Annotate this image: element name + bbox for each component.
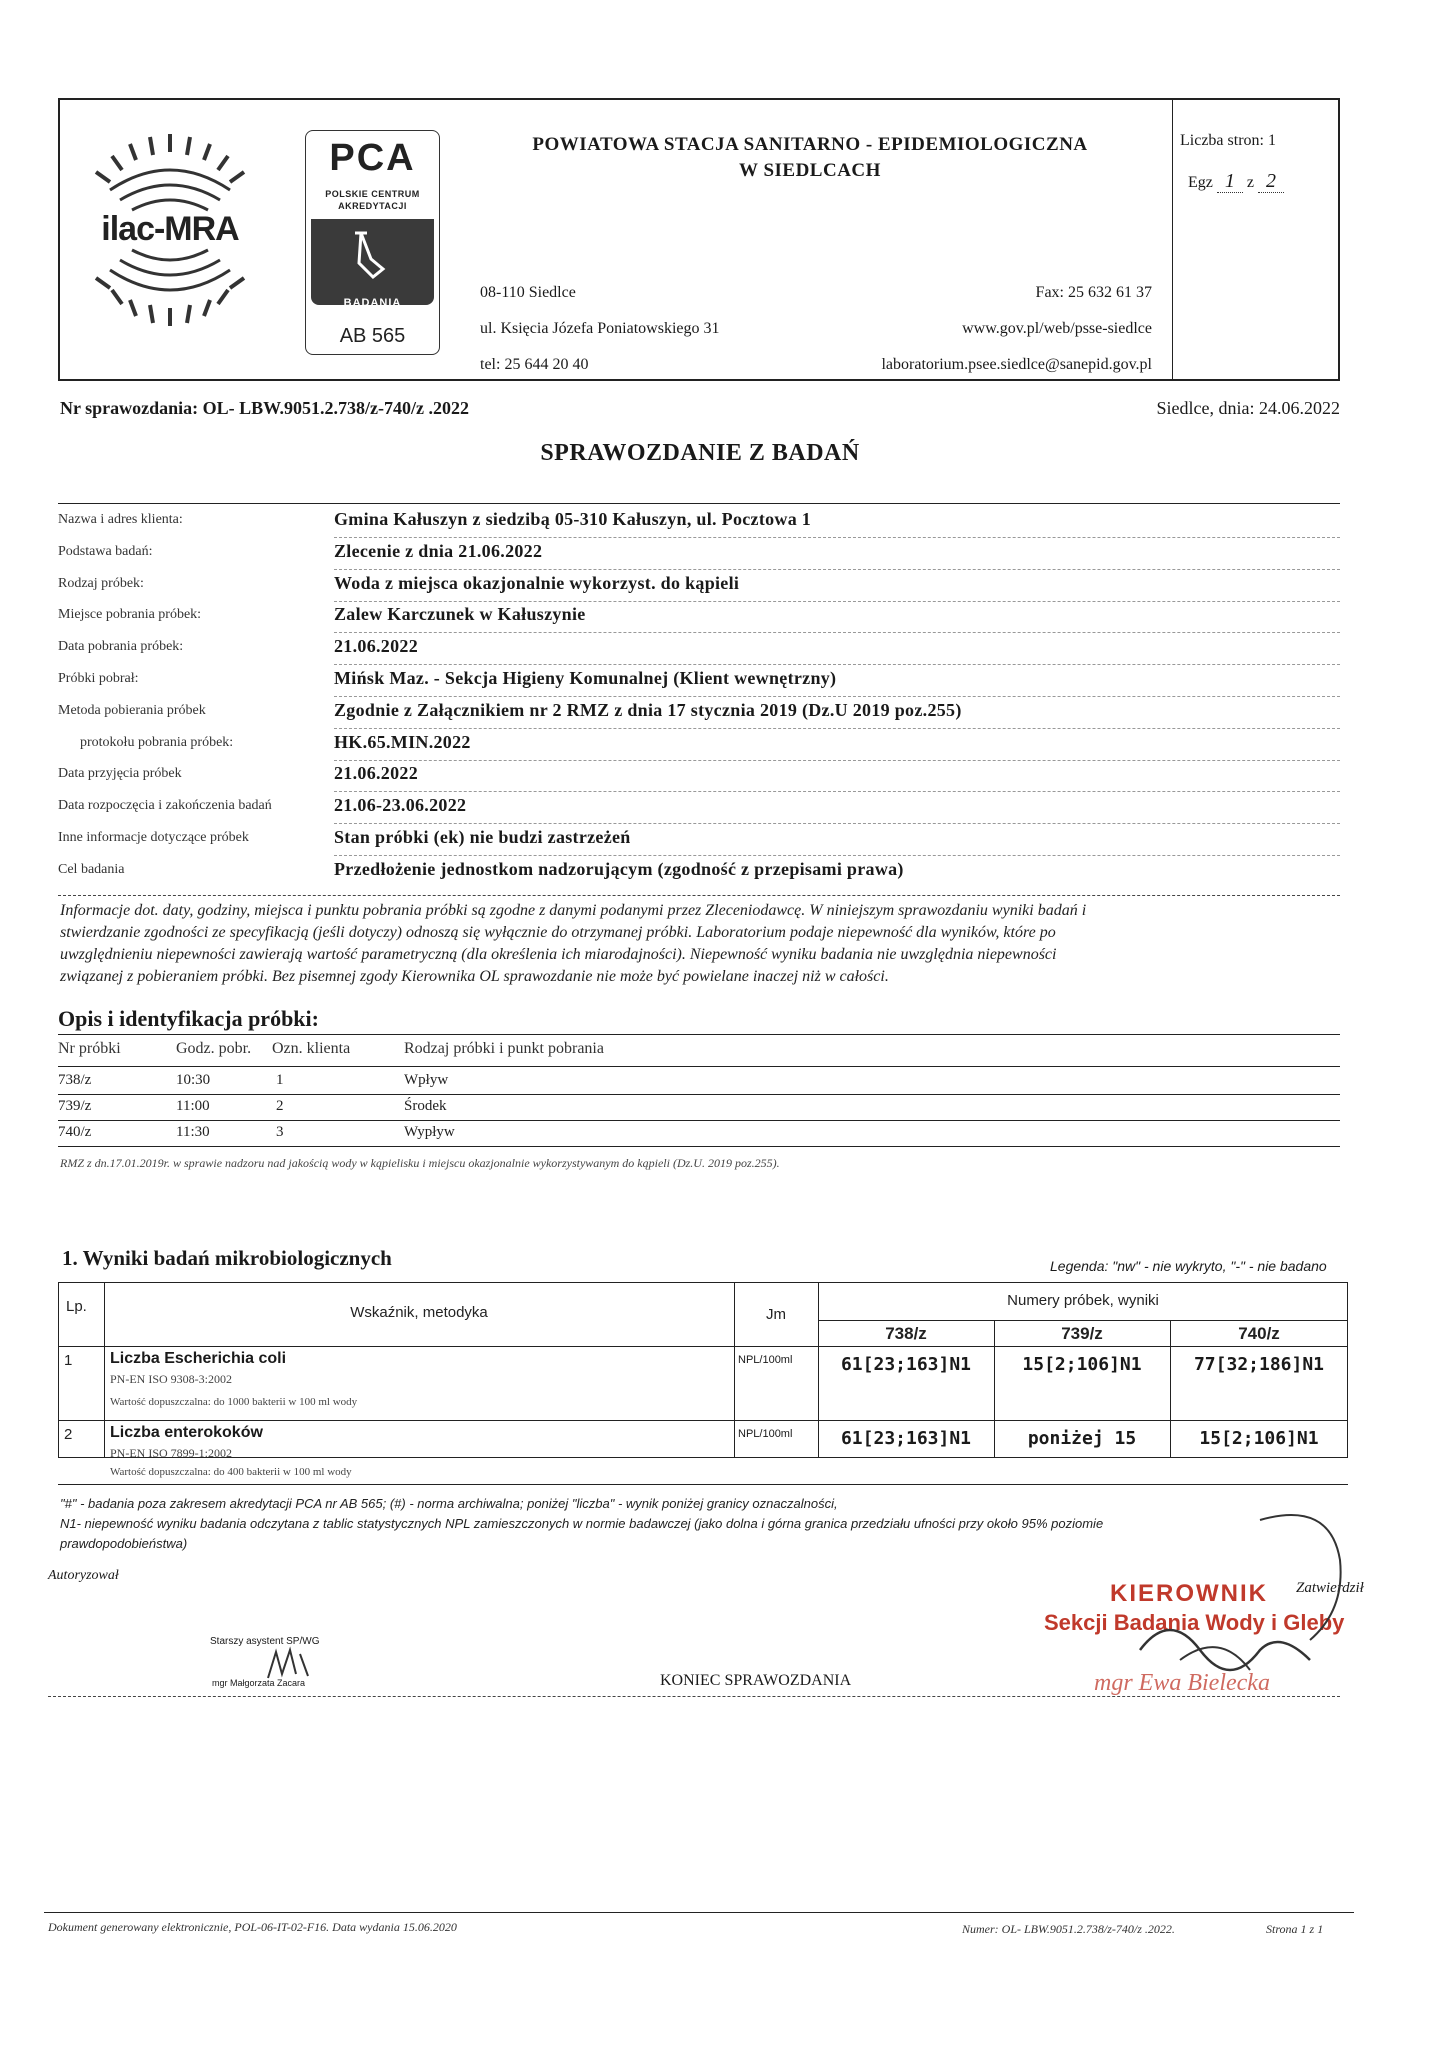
sample-desc-title: Opis i identyfikacja próbki: — [58, 1006, 319, 1031]
signature-scribble-icon — [1080, 1500, 1360, 1710]
ilac-text: ilac-MRA — [101, 210, 239, 248]
pca-logo — [305, 130, 440, 355]
copy-number — [1188, 170, 1284, 193]
footer-page: Strona 1 z 1 — [1266, 1922, 1324, 1936]
info-bottom-rule — [58, 895, 1340, 896]
disclaimer-line: uwzględnieniu niepewności zawierają wartość parametryczną (dla określenia ich miarodajności). Niepewność wyniku badania nie uwzględnia niepewności — [60, 946, 1057, 963]
indicator-name: Liczba enterokoków — [110, 1424, 263, 1441]
assistant-title: Starszy asystent SP/WG — [210, 1636, 320, 1647]
info-label: Nazwa i adres klienta: — [58, 512, 183, 527]
info-label: Cel badania — [58, 862, 125, 877]
hdr-jm: Jm — [766, 1306, 786, 1323]
note-line: N1- niepewność wyniku badania odczytana z tablic statystycznych NPL zamieszczonych w normie badawczej (jako dolna i górna granica przedziału ufności przy około 95% poziomie — [60, 1516, 1104, 1531]
result-value: 61[23;163]N1 — [840, 1428, 972, 1449]
hdr-sample-id: 738/z — [885, 1324, 927, 1343]
info-label: Data przyjęcia próbek — [58, 766, 182, 781]
copy-num: 1 — [1217, 170, 1243, 193]
note-line: prawdopodobieństwa) — [60, 1536, 188, 1551]
sample-point: Wypływ — [404, 1124, 455, 1140]
result-value: poniżej 15 — [1027, 1428, 1137, 1449]
disclaimer-line: Informacje dot. daty, godziny, miejsca i punktu pobrania próbki są zgodne z danymi podanymi przez Zleceniodawcę. W niniejszym sprawozdaniu wyniki badań i — [60, 902, 1087, 919]
page-title: SPRAWOZDANIE Z BADAŃ — [540, 440, 860, 466]
results-bottom-rule — [58, 1484, 1348, 1485]
indicator-name: Liczba Escherichia coli — [110, 1350, 287, 1367]
pages-count: Liczba stron: 1 — [1180, 132, 1276, 149]
row-lp: 1 — [64, 1352, 73, 1369]
hdr-lp: Lp. — [66, 1298, 87, 1315]
hdr-sample-id: 740/z — [1238, 1324, 1280, 1343]
info-value: Woda z miejsca okazjonalnie wykorzyst. do kąpieli — [334, 573, 740, 593]
copy-label: Egz — [1188, 174, 1213, 191]
website-link[interactable]: www.gov.pl/web/psse-siedlce — [962, 320, 1152, 337]
institution-line1: POWIATOWA STACJA SANITARNO - EPIDEMIOLOGICZNA — [532, 134, 1088, 155]
pca-sub1: POLSKIE CENTRUM — [325, 189, 420, 199]
row-lp: 2 — [64, 1426, 73, 1443]
pca-badania: BADANIA — [343, 297, 402, 309]
info-label: protokołu pobrania próbek: — [80, 735, 234, 750]
hdr-sample-id: 739/z — [1061, 1324, 1103, 1343]
info-value: Zlecenie z dnia 21.06.2022 — [334, 541, 543, 561]
info-value: 21.06.2022 — [334, 636, 418, 656]
initials-signature-icon — [260, 1644, 320, 1684]
opis-hdr-time: Godz. pobr. — [176, 1040, 252, 1057]
info-value: HK.65.MIN.2022 — [334, 732, 471, 752]
address-street: ul. Księcia Józefa Poniatowskiego 31 — [480, 320, 720, 337]
institution-line2: W SIEDLCACH — [739, 160, 881, 181]
row-rule — [58, 1420, 1348, 1421]
results-title: 1. Wyniki badań mikrobiologicznych — [62, 1246, 392, 1270]
approved-label: Zatwierdził — [1296, 1580, 1364, 1596]
stamp-line2: Sekcji Badania Wody i Gleby — [1044, 1610, 1345, 1635]
info-value: Zgodnie z Załącznikiem nr 2 RMZ z dnia 17 stycznia 2019 (Dz.U 2019 poz.255) — [334, 700, 962, 720]
opis-rule — [58, 1146, 1340, 1147]
result-value: 15[2;106]N1 — [1022, 1354, 1142, 1375]
sample-point: Środek — [404, 1098, 447, 1114]
results-legend: Legenda: "nw" - nie wykryto, "-" - nie badano — [1050, 1258, 1327, 1274]
info-value: 21.06.2022 — [334, 763, 418, 783]
sample-point: Wpływ — [404, 1072, 449, 1088]
note-line: "#" - badania poza zakresem akredytacji PCA nr AB 565; (#) - norma archiwalna; poniżej "liczba" - wynik poniżej granicy oznaczalności, — [60, 1496, 838, 1511]
info-label: Metoda pobierania próbek — [58, 703, 206, 718]
info-value: Przedłożenie jednostkom nadzorującym (zgodność z przepisami prawa) — [334, 859, 904, 879]
end-rule — [48, 1696, 1340, 1697]
address-city: 08-110 Siedlce — [480, 284, 576, 301]
pca-title: PCA — [329, 137, 416, 179]
info-row-rule — [334, 728, 1340, 729]
fax: Fax: 25 632 61 37 — [1035, 284, 1152, 301]
disclaimer — [60, 900, 1340, 988]
info-label: Miejsce pobrania próbek: — [58, 607, 202, 622]
info-row-rule — [334, 696, 1340, 697]
info-row-rule — [334, 823, 1340, 824]
ilac-mra-logo — [70, 130, 270, 330]
opis-row-rule — [58, 1120, 1340, 1121]
info-label: Data pobrania próbek: — [58, 639, 184, 654]
stamp-line1: KIEROWNIK — [1110, 1580, 1268, 1607]
info-row-rule — [334, 569, 1340, 570]
sample-time: 10:30 — [176, 1072, 211, 1088]
disclaimer-line: związanej z pobieraniem próbki. Bez pisemnej zgody Kierownika OL sprawozdanie nie może być powielane inaczej niż w całości. — [60, 968, 889, 985]
header-divider — [1172, 98, 1173, 381]
info-label: Inne informacje dotyczące próbek — [58, 830, 249, 845]
sample-client: 1 — [276, 1072, 284, 1088]
indicator-method: PN-EN ISO 9308-3:2002 — [110, 1372, 232, 1386]
end-of-report: KONIEC SPRAWOZDANIA — [660, 1672, 852, 1689]
email-link[interactable]: laboratorium.psee.siedlce@sanepid.gov.pl — [881, 356, 1152, 373]
info-label: Rodzaj próbek: — [58, 576, 144, 591]
info-value: Stan próbki (ek) nie budzi zastrzeżeń — [334, 827, 631, 847]
info-value: 21.06-23.06.2022 — [334, 795, 467, 815]
copy-of: z — [1246, 174, 1254, 191]
info-row-rule — [334, 855, 1340, 856]
info-row-rule — [334, 632, 1340, 633]
authorized-label: Autoryzował — [48, 1568, 119, 1583]
info-row-rule — [334, 537, 1340, 538]
disclaimer-line: stwierdzanie zgodności ze specyfikacją (jeśli dotyczy) odnoszą się wyłącznie do otrzymanej próbki. Laboratorium podaje niepewność dla wyników, które po — [60, 924, 1056, 941]
opis-rule — [58, 1034, 1340, 1035]
copy-total: 2 — [1258, 170, 1284, 193]
pca-dark-panel — [311, 219, 434, 305]
info-label: Próbki pobrał: — [58, 671, 139, 686]
result-value: 77[32;186]N1 — [1193, 1354, 1325, 1375]
info-label: Data rozpoczęcia i zakończenia badań — [58, 798, 272, 813]
report-number: Nr sprawozdania: OL- LBW.9051.2.738/z-740/z .2022 — [60, 398, 470, 418]
sample-time: 11:00 — [176, 1098, 210, 1114]
stamp-line3: mgr Ewa Bielecka — [1094, 1670, 1270, 1696]
pca-number: AB 565 — [339, 325, 406, 347]
unit: NPL/100ml — [738, 1428, 793, 1440]
institution-name — [480, 132, 1140, 184]
sample-nr: 740/z — [58, 1124, 92, 1140]
hdr-indicator: Wskaźnik, metodyka — [350, 1304, 488, 1321]
hdr-rule — [818, 1320, 1348, 1321]
hdr-samples: Numery próbek, wyniki — [1007, 1292, 1159, 1309]
indicator-limit: Wartość dopuszczalna: do 400 bakterii w 100 ml wody — [110, 1466, 352, 1478]
info-row-rule — [334, 664, 1340, 665]
sample-client: 2 — [276, 1098, 284, 1114]
sample-nr: 739/z — [58, 1098, 92, 1114]
opis-hdr-client: Ozn. klienta — [272, 1040, 351, 1057]
indicator-limit: Wartość dopuszczalna: do 1000 bakterii w 100 ml wody — [110, 1396, 358, 1408]
pca-sub2: AKREDYTACJI — [338, 201, 407, 211]
info-value: Mińsk Maz. - Sekcja Higieny Komunalnej (Klient wewnętrzny) — [334, 668, 837, 688]
sample-time: 11:30 — [176, 1124, 210, 1140]
flask-icon — [311, 219, 434, 289]
rmz-footnote: RMZ z dn.17.01.2019r. w sprawie nadzoru nad jakością wody w kąpielisku i miejscu okazjonalnie wykorzystywanym do kąpieli (Dz.U. 2019 poz.255). — [60, 1156, 780, 1170]
report-date: Siedlce, dnia: 24.06.2022 — [1156, 398, 1340, 418]
unit: NPL/100ml — [738, 1354, 793, 1366]
info-top-rule — [58, 503, 1340, 504]
info-row-rule — [334, 601, 1340, 602]
sample-client: 3 — [276, 1124, 284, 1140]
opis-row-rule — [58, 1094, 1340, 1095]
footer-number: Numer: OL- LBW.9051.2.738/z-740/z .2022. — [962, 1922, 1175, 1936]
info-value: Gmina Kałuszyn z siedzibą 05-310 Kałuszyn, ul. Pocztowa 1 — [334, 509, 812, 529]
phone: tel: 25 644 20 40 — [480, 356, 589, 373]
info-value: Zalew Karczunek w Kałuszynie — [334, 604, 586, 624]
result-value: 15[2;106]N1 — [1199, 1428, 1319, 1449]
opis-hdr-type: Rodzaj próbki i punkt pobrania — [404, 1040, 604, 1057]
opis-rule — [58, 1066, 1340, 1067]
info-label: Podstawa badań: — [58, 544, 153, 559]
footer-rule — [44, 1912, 1354, 1913]
info-row-rule — [334, 791, 1340, 792]
opis-hdr-nr: Nr próbki — [58, 1040, 121, 1057]
indicator-method: PN-EN ISO 7899-1:2002 — [110, 1446, 232, 1460]
hdr-rule — [58, 1346, 1348, 1347]
result-value: 61[23;163]N1 — [840, 1354, 972, 1375]
info-row-rule — [334, 760, 1340, 761]
sample-nr: 738/z — [58, 1072, 92, 1088]
assistant-name: mgr Małgorzata Zacara — [212, 1678, 306, 1688]
footer-left: Dokument generowany elektronicznie, POL-06-IT-02-F16. Data wydania 15.06.2020 — [48, 1920, 457, 1934]
